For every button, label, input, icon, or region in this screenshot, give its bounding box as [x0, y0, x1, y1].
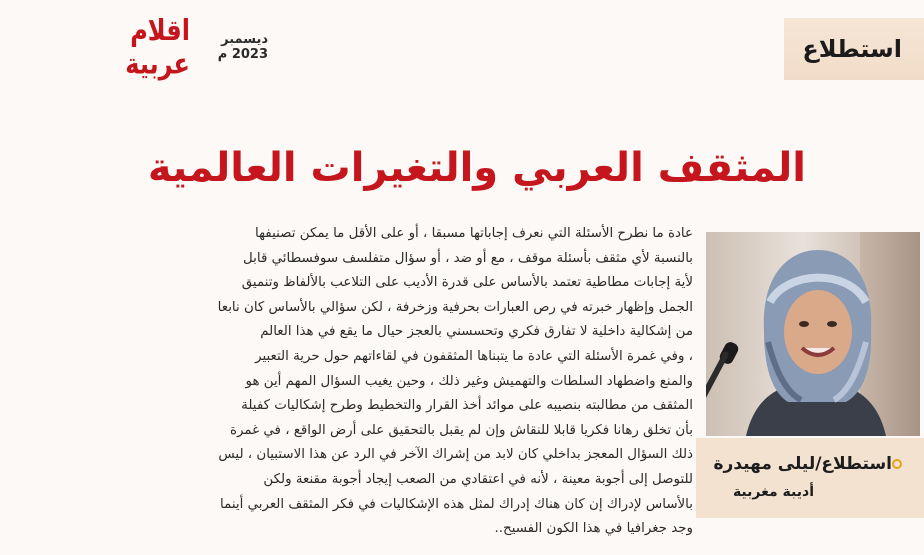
author-role: أديبة مغربية	[732, 484, 814, 500]
body-line: بالنسبة لأي مثقف بأسئلة موقف ، مع أو ضد ، أو سؤال متفلسف سوفسطائي قابل	[243, 250, 693, 266]
body-line: والمنع واضطهاد السلطات والتهميش وغير ذلك ، وحين يغيب السؤال المهم أين هو	[245, 373, 693, 389]
body-line: للتوصل إلى أجوبة معينة ، لأنه في اعتقادي من الصعب إيجاد أجوبة مقنعة ولكن	[263, 471, 693, 487]
body-line: ، وفي غمرة الأسئلة التي عادة ما يتبناها المثقفون في لقاءاتهم حول حرية التعبير	[255, 348, 693, 364]
body-line: وجد جغرافيا في هذا الكون الفسيح..	[494, 521, 693, 537]
issue-date: ديسمبر 2023 م	[217, 32, 268, 62]
author-name: استطلاع/ليلى مهيدرة	[713, 454, 892, 474]
author-card	[696, 438, 924, 518]
body-line: المثقف من مطالبته بنصيبه على موائد أخذ القرار والتخطيط وطرح إشكاليات كفيلة	[241, 398, 693, 414]
magazine-logo: اقلام عربية	[125, 13, 190, 81]
section-label: استطلاع	[802, 35, 902, 63]
body-line: ذلك السؤال المعجز بداخلي كان لابد من إشراك الآخر في الرد عن هذا الاستبيان ، ليس	[218, 447, 693, 463]
article-body	[108, 222, 693, 542]
bullet-icon	[892, 459, 902, 469]
portrait-illustration	[706, 232, 920, 436]
section-tab	[784, 18, 924, 80]
article-headline: المثقف العربي والتغيرات العالمية	[147, 145, 806, 191]
body-line: عادة ما نطرح الأسئلة التي نعرف إجاباتها مسبقا ، أو على الأقل ما يمكن تصنيفها	[255, 226, 693, 241]
body-line: بالأساس لإدراك إن كان هناك إدراك لمثل هذه الإشكاليات في فكر المثقف العربي أينما	[220, 496, 693, 512]
body-line: لأية إجابات مطاطية تعتمد بالأساس على قدرة الأديب على التلاعب بالألفاظ وتنميق	[241, 275, 693, 291]
author-name-line	[714, 454, 910, 474]
body-line: من إشكالية داخلية لا تفارق فكري وتحسسني بالعجز حيال ما يقع في هذا العالم	[260, 324, 693, 340]
masthead	[88, 13, 278, 81]
body-line: بأن تخلق رهانا فكريا قابلا للنقاش وإن لم يقبل بالتحقيق على أرض الواقع ، في غمرة	[229, 422, 693, 438]
body-line: الجمل وإظهار خبرته في رص العبارات بحرفية وزخرفة ، لكن سؤالي بالأساس كان نابعا	[217, 299, 693, 315]
author-photo	[706, 232, 920, 436]
